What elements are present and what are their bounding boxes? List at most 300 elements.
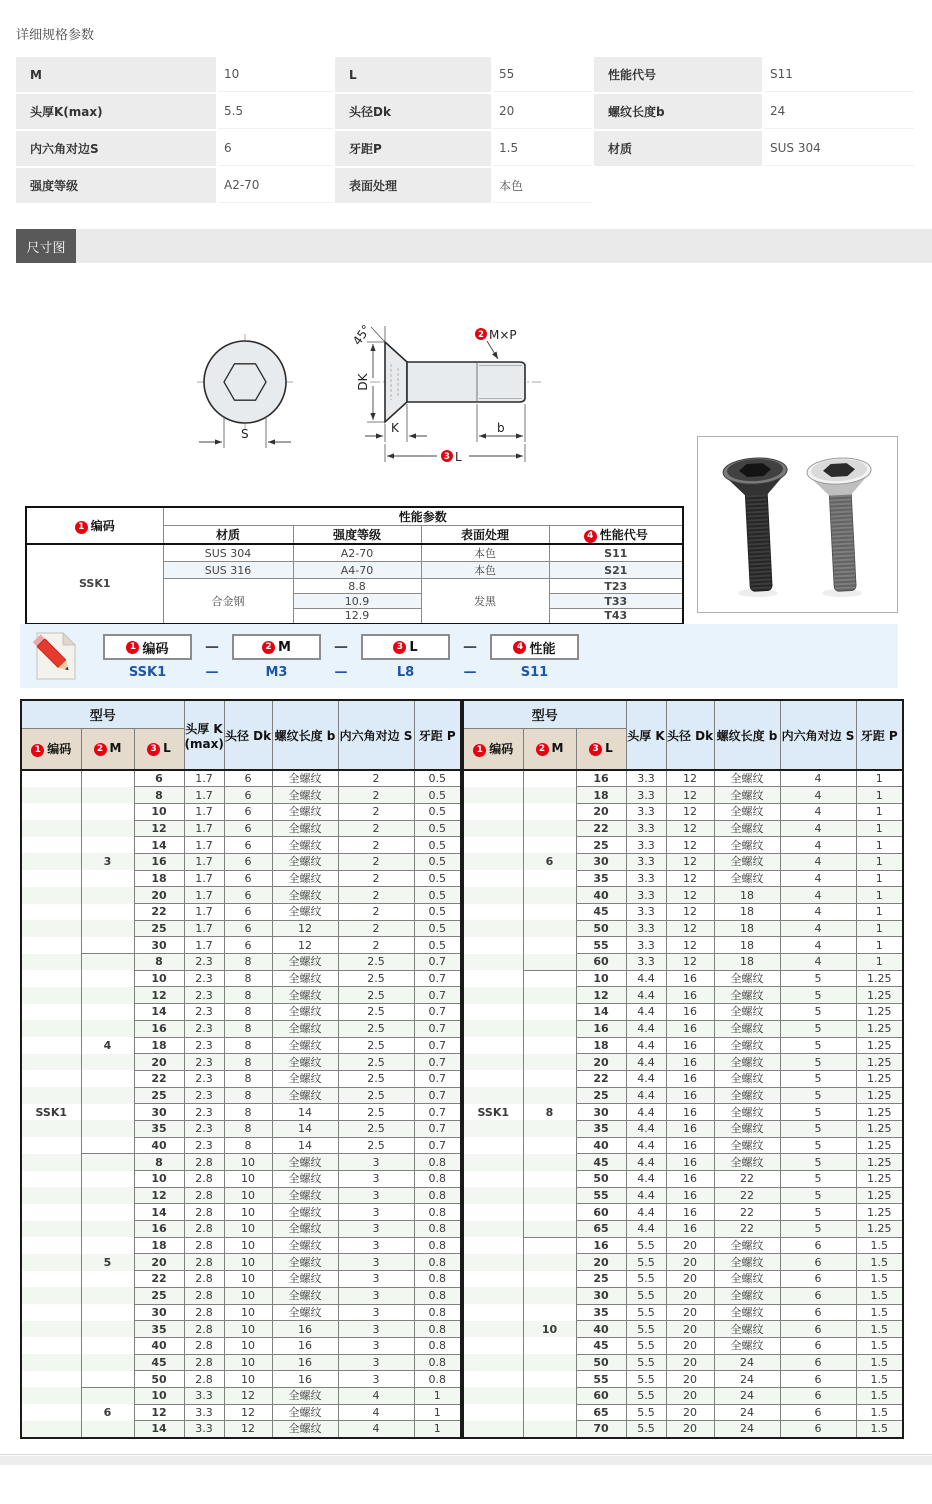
k-value: 3.3 [626, 803, 666, 820]
size-row [21, 1371, 461, 1388]
dk-value: 8 [224, 1137, 272, 1154]
p-value: 0.7 [414, 1004, 461, 1021]
l-value: 18 [576, 1037, 626, 1054]
b-value: 全螺纹 [714, 1054, 780, 1071]
size-row [463, 837, 903, 854]
size-row [21, 1237, 461, 1254]
spec-value: 1.5 [493, 131, 592, 166]
badge-3-icon: 3 [589, 743, 602, 756]
l-value: 50 [576, 1171, 626, 1188]
dk-value: 16 [666, 1054, 714, 1071]
b-value: 全螺纹 [272, 1171, 338, 1188]
s-value: 5 [780, 1104, 856, 1121]
m-cell [523, 1087, 576, 1104]
m-cell [523, 1221, 576, 1238]
code-cell [463, 1304, 523, 1321]
size-row [21, 987, 461, 1004]
size-row [463, 770, 903, 787]
m-cell [81, 1271, 134, 1288]
code-cell [21, 1054, 81, 1071]
tab-dimension-drawing[interactable]: 尺寸图 [16, 229, 76, 263]
s-value: 2.5 [338, 1070, 414, 1087]
p-value: 1.25 [856, 1037, 903, 1054]
b-value: 14 [272, 1137, 338, 1154]
dk-value: 10 [224, 1254, 272, 1271]
s-value: 5 [780, 1137, 856, 1154]
b-value: 全螺纹 [272, 1287, 338, 1304]
dk-value: 10 [224, 1171, 272, 1188]
m-cell [523, 1004, 576, 1021]
m-cell: 6 [523, 853, 576, 870]
l-value: 16 [576, 1237, 626, 1254]
p-value: 1.5 [856, 1404, 903, 1421]
s-value: 5 [780, 1054, 856, 1071]
p-value: 1.25 [856, 1070, 903, 1087]
dim-angle-label: 45° [349, 322, 374, 348]
l-value: 60 [576, 1387, 626, 1404]
dk-value: 6 [224, 937, 272, 954]
b-value: 全螺纹 [714, 1254, 780, 1271]
b-value: 24 [714, 1421, 780, 1438]
m-cell [81, 837, 134, 854]
spec-value: 6 [218, 131, 333, 166]
order-box-label: 性能 [529, 641, 556, 657]
m-cell [81, 1187, 134, 1204]
s-value: 2 [338, 853, 414, 870]
m-cell [523, 937, 576, 954]
s-value: 6 [780, 1371, 856, 1388]
s-value: 2.5 [338, 1120, 414, 1137]
dk-value: 6 [224, 853, 272, 870]
k-value: 1.7 [184, 904, 224, 921]
l-value: 25 [576, 1271, 626, 1288]
p-value: 1 [856, 887, 903, 904]
k-value: 5.5 [626, 1254, 666, 1271]
b-value: 全螺纹 [714, 1037, 780, 1054]
s-value: 2.5 [338, 1004, 414, 1021]
badge-2-icon: 2 [536, 743, 549, 756]
k-value: 2.3 [184, 1104, 224, 1121]
m-cell [81, 1371, 134, 1388]
dk-value: 20 [666, 1371, 714, 1388]
k-value: 2.8 [184, 1321, 224, 1338]
s-value: 3 [338, 1371, 414, 1388]
l-value: 8 [134, 1154, 184, 1171]
s-value: 4 [338, 1404, 414, 1421]
dk-value: 8 [224, 1037, 272, 1054]
k-value: 5.5 [626, 1337, 666, 1354]
b-value: 全螺纹 [272, 853, 338, 870]
b-value: 全螺纹 [714, 820, 780, 837]
s-value: 6 [780, 1271, 856, 1288]
p-value: 0.8 [414, 1354, 461, 1371]
b-value: 全螺纹 [272, 803, 338, 820]
size-row [21, 920, 461, 937]
header-code [463, 728, 523, 770]
spec-filler [594, 168, 762, 203]
p-value: 0.7 [414, 987, 461, 1004]
l-value: 8 [134, 954, 184, 971]
spec-label: 材质 [594, 131, 762, 166]
k-value: 3.3 [626, 954, 666, 971]
pencil-note-icon [32, 631, 78, 681]
code-cell [21, 1187, 81, 1204]
footer-bar [0, 1454, 932, 1465]
s-value: 2 [338, 870, 414, 887]
l-value: 16 [576, 770, 626, 787]
size-row [21, 937, 461, 954]
dim-b-label: b [497, 421, 505, 435]
b-value: 全螺纹 [272, 1054, 338, 1071]
code-cell [21, 853, 81, 870]
dk-value: 16 [666, 1204, 714, 1221]
dk-value: 20 [666, 1387, 714, 1404]
dk-value: 16 [666, 970, 714, 987]
k-value: 5.5 [626, 1287, 666, 1304]
m-cell [81, 770, 134, 787]
p-value: 1.25 [856, 1154, 903, 1171]
dk-value: 6 [224, 837, 272, 854]
b-value: 全螺纹 [714, 1287, 780, 1304]
m-cell [523, 1337, 576, 1354]
k-header-line: 头厚 K [185, 721, 223, 736]
code-cell [21, 1421, 81, 1438]
b-value: 18 [714, 954, 780, 971]
s-value: 4 [780, 787, 856, 804]
s-value: 5 [780, 1020, 856, 1037]
k-value: 5.5 [626, 1354, 666, 1371]
k-value: 2.8 [184, 1254, 224, 1271]
k-value: 2.3 [184, 954, 224, 971]
k-value: 4.4 [626, 1221, 666, 1238]
b-value: 22 [714, 1171, 780, 1188]
k-value: 4.4 [626, 1004, 666, 1021]
code-cell [463, 853, 523, 870]
p-value: 1 [856, 820, 903, 837]
k-value: 4.4 [626, 1204, 666, 1221]
p-value: 0.7 [414, 970, 461, 987]
size-row [21, 803, 461, 820]
k-value: 1.7 [184, 787, 224, 804]
k-value: 2.3 [184, 987, 224, 1004]
p-value: 1 [856, 837, 903, 854]
m-cell [523, 1387, 576, 1404]
header-m [81, 728, 134, 770]
s-value: 5 [780, 1120, 856, 1137]
l-value: 14 [134, 837, 184, 854]
size-row [21, 1287, 461, 1304]
p-value: 0.7 [414, 1120, 461, 1137]
l-value: 55 [576, 1371, 626, 1388]
s-value: 2.5 [338, 1087, 414, 1104]
l-value: 8 [134, 787, 184, 804]
s-value: 2 [338, 803, 414, 820]
size-row [21, 1271, 461, 1288]
p-value: 0.5 [414, 803, 461, 820]
l-value: 10 [134, 970, 184, 987]
m-cell: 6 [81, 1404, 134, 1421]
l-value: 65 [576, 1404, 626, 1421]
l-value: 30 [576, 1104, 626, 1121]
s-value: 3 [338, 1254, 414, 1271]
dk-value: 8 [224, 1120, 272, 1137]
dk-value: 16 [666, 1004, 714, 1021]
dim-l-label: L [455, 450, 462, 464]
s-value: 5 [780, 1154, 856, 1171]
k-value: 2.3 [184, 1037, 224, 1054]
size-row [21, 1387, 461, 1404]
l-value: 30 [576, 853, 626, 870]
m-cell [81, 1354, 134, 1371]
grade-value: A2-70 [293, 544, 421, 562]
p-value: 0.7 [414, 1037, 461, 1054]
code-cell [463, 887, 523, 904]
k-value: 5.5 [626, 1321, 666, 1338]
b-value: 18 [714, 904, 780, 921]
perf-row [26, 544, 683, 562]
b-value: 全螺纹 [272, 887, 338, 904]
l-value: 20 [134, 1054, 184, 1071]
size-row [21, 837, 461, 854]
m-cell [523, 920, 576, 937]
s-value: 6 [780, 1404, 856, 1421]
dk-value: 10 [224, 1187, 272, 1204]
p-value: 0.5 [414, 937, 461, 954]
dk-value: 12 [666, 803, 714, 820]
spec-value: 24 [764, 94, 914, 129]
m-cell [81, 1137, 134, 1154]
b-value: 16 [272, 1321, 338, 1338]
m-cell [81, 937, 134, 954]
b-value: 全螺纹 [714, 787, 780, 804]
spec-value: S11 [764, 57, 914, 92]
order-value: SSK1 [128, 665, 167, 680]
dk-value: 20 [666, 1287, 714, 1304]
s-value: 2.5 [338, 1104, 414, 1121]
spec-label: 牙距P [335, 131, 491, 166]
s-value: 5 [780, 987, 856, 1004]
p-value: 0.7 [414, 954, 461, 971]
k-value: 5.5 [626, 1271, 666, 1288]
b-value: 全螺纹 [272, 904, 338, 921]
product-code: SSK1 [26, 544, 163, 624]
dk-value: 10 [224, 1221, 272, 1238]
s-value: 3 [338, 1287, 414, 1304]
dk-value: 8 [224, 1070, 272, 1087]
size-row [463, 803, 903, 820]
l-value: 45 [576, 1154, 626, 1171]
l-value: 20 [576, 1254, 626, 1271]
dash-separator: — [205, 639, 219, 655]
l-value: 16 [576, 1020, 626, 1037]
spec-label: M [16, 57, 216, 92]
m-cell [523, 1404, 576, 1421]
l-value: 10 [134, 1171, 184, 1188]
m-cell [81, 1287, 134, 1304]
order-value: L8 [396, 665, 415, 680]
header-pitch: 牙距 P [856, 700, 903, 770]
spec-filler [764, 168, 914, 203]
size-row [21, 820, 461, 837]
code-cell [463, 1037, 523, 1054]
p-value: 1 [856, 920, 903, 937]
p-value: 1.25 [856, 1221, 903, 1238]
k-value: 1.7 [184, 920, 224, 937]
l-value: 12 [576, 987, 626, 1004]
k-value: 2.8 [184, 1187, 224, 1204]
code-cell [21, 1137, 81, 1154]
l-value: 14 [576, 1004, 626, 1021]
dk-value: 12 [666, 937, 714, 954]
l-value: 35 [576, 1304, 626, 1321]
header-l [576, 728, 626, 770]
k-value: 4.4 [626, 1171, 666, 1188]
p-value: 0.5 [414, 920, 461, 937]
s-value: 2 [338, 920, 414, 937]
m-cell [81, 1171, 134, 1188]
k-value: 1.7 [184, 887, 224, 904]
code-cell [463, 954, 523, 971]
dk-value: 20 [666, 1237, 714, 1254]
s-value: 2.5 [338, 1054, 414, 1071]
dash-separator: — [463, 665, 477, 680]
code-cell [21, 1254, 81, 1271]
l-value: 50 [576, 920, 626, 937]
header-model: 型号 [21, 700, 184, 728]
k-value: 4.4 [626, 1020, 666, 1037]
k-value: 2.8 [184, 1287, 224, 1304]
k-value: 1.7 [184, 837, 224, 854]
p-value: 1.25 [856, 1204, 903, 1221]
l-value: 10 [134, 803, 184, 820]
k-value: 4.4 [626, 987, 666, 1004]
code-cell [463, 1204, 523, 1221]
grade-value: 12.9 [293, 609, 421, 624]
dk-value: 10 [224, 1337, 272, 1354]
b-value: 22 [714, 1187, 780, 1204]
m-cell [81, 1304, 134, 1321]
s-value: 2 [338, 820, 414, 837]
s-value: 5 [780, 1221, 856, 1238]
b-value: 全螺纹 [272, 1221, 338, 1238]
size-row [21, 904, 461, 921]
s-value: 3 [338, 1154, 414, 1171]
p-value: 0.7 [414, 1104, 461, 1121]
b-value: 24 [714, 1354, 780, 1371]
dk-value: 10 [224, 1321, 272, 1338]
m-cell [523, 1120, 576, 1137]
s-value: 6 [780, 1304, 856, 1321]
b-value: 18 [714, 920, 780, 937]
p-value: 0.8 [414, 1254, 461, 1271]
dk-value: 20 [666, 1321, 714, 1338]
code-cell [463, 837, 523, 854]
dk-value: 10 [224, 1371, 272, 1388]
l-value: 60 [576, 954, 626, 971]
size-row [463, 820, 903, 837]
dk-value: 10 [224, 1271, 272, 1288]
l-value: 18 [134, 870, 184, 887]
b-value: 全螺纹 [272, 1387, 338, 1404]
code-cell [21, 970, 81, 987]
header-hex-socket: 内六角对边 S [338, 700, 414, 770]
material-value: SUS 316 [163, 562, 293, 579]
badge-2-icon: 2 [262, 641, 275, 654]
k-header-line: (max) [184, 736, 224, 751]
code-cell [21, 770, 81, 787]
m-cell [523, 1237, 576, 1254]
k-value: 2.3 [184, 1120, 224, 1137]
m-cell [81, 787, 134, 804]
dk-value: 10 [224, 1304, 272, 1321]
m-cell: 10 [523, 1321, 576, 1338]
l-value: 25 [576, 1087, 626, 1104]
badge-3-icon: 3 [147, 743, 160, 756]
s-value: 3 [338, 1337, 414, 1354]
spec-label: 内六角对边S [16, 131, 216, 166]
s-value: 4 [338, 1387, 414, 1404]
b-value: 全螺纹 [714, 1120, 780, 1137]
p-value: 0.8 [414, 1237, 461, 1254]
k-value: 2.8 [184, 1337, 224, 1354]
p-value: 1.25 [856, 1171, 903, 1188]
l-value: 22 [576, 820, 626, 837]
b-value: 18 [714, 937, 780, 954]
order-grid [103, 634, 579, 681]
size-row [463, 1254, 903, 1271]
size-row [463, 1387, 903, 1404]
b-value: 全螺纹 [714, 987, 780, 1004]
size-row [463, 1054, 903, 1071]
spec-value: 5.5 [218, 94, 333, 129]
code-cell [21, 1221, 81, 1238]
p-value: 1.5 [856, 1387, 903, 1404]
header-thread-length: 螺纹长度 b [714, 700, 780, 770]
k-value: 1.7 [184, 853, 224, 870]
p-value: 1 [856, 904, 903, 921]
size-row [21, 770, 461, 787]
s-value: 6 [780, 1287, 856, 1304]
p-value: 1.25 [856, 987, 903, 1004]
dk-value: 6 [224, 887, 272, 904]
tab-bar [16, 229, 932, 263]
code-cell [463, 987, 523, 1004]
l-value: 25 [134, 920, 184, 937]
spec-label: 强度等级 [16, 168, 216, 203]
size-row [21, 1020, 461, 1037]
s-value: 6 [780, 1237, 856, 1254]
s-value: 2.5 [338, 1020, 414, 1037]
b-value: 全螺纹 [272, 1004, 338, 1021]
p-value: 1.5 [856, 1287, 903, 1304]
p-value: 0.8 [414, 1154, 461, 1171]
dk-value: 12 [666, 770, 714, 787]
order-box-label: M [278, 639, 291, 655]
b-value: 12 [272, 920, 338, 937]
p-value: 0.7 [414, 1020, 461, 1037]
order-box-2 [361, 634, 450, 660]
s-value: 2 [338, 787, 414, 804]
b-value: 全螺纹 [272, 787, 338, 804]
subheader-label: M [551, 741, 564, 756]
p-value: 0.7 [414, 1087, 461, 1104]
l-value: 40 [576, 887, 626, 904]
l-value: 10 [576, 970, 626, 987]
dk-value: 10 [224, 1237, 272, 1254]
size-row [463, 970, 903, 987]
code-cell [463, 970, 523, 987]
code-cell [21, 787, 81, 804]
